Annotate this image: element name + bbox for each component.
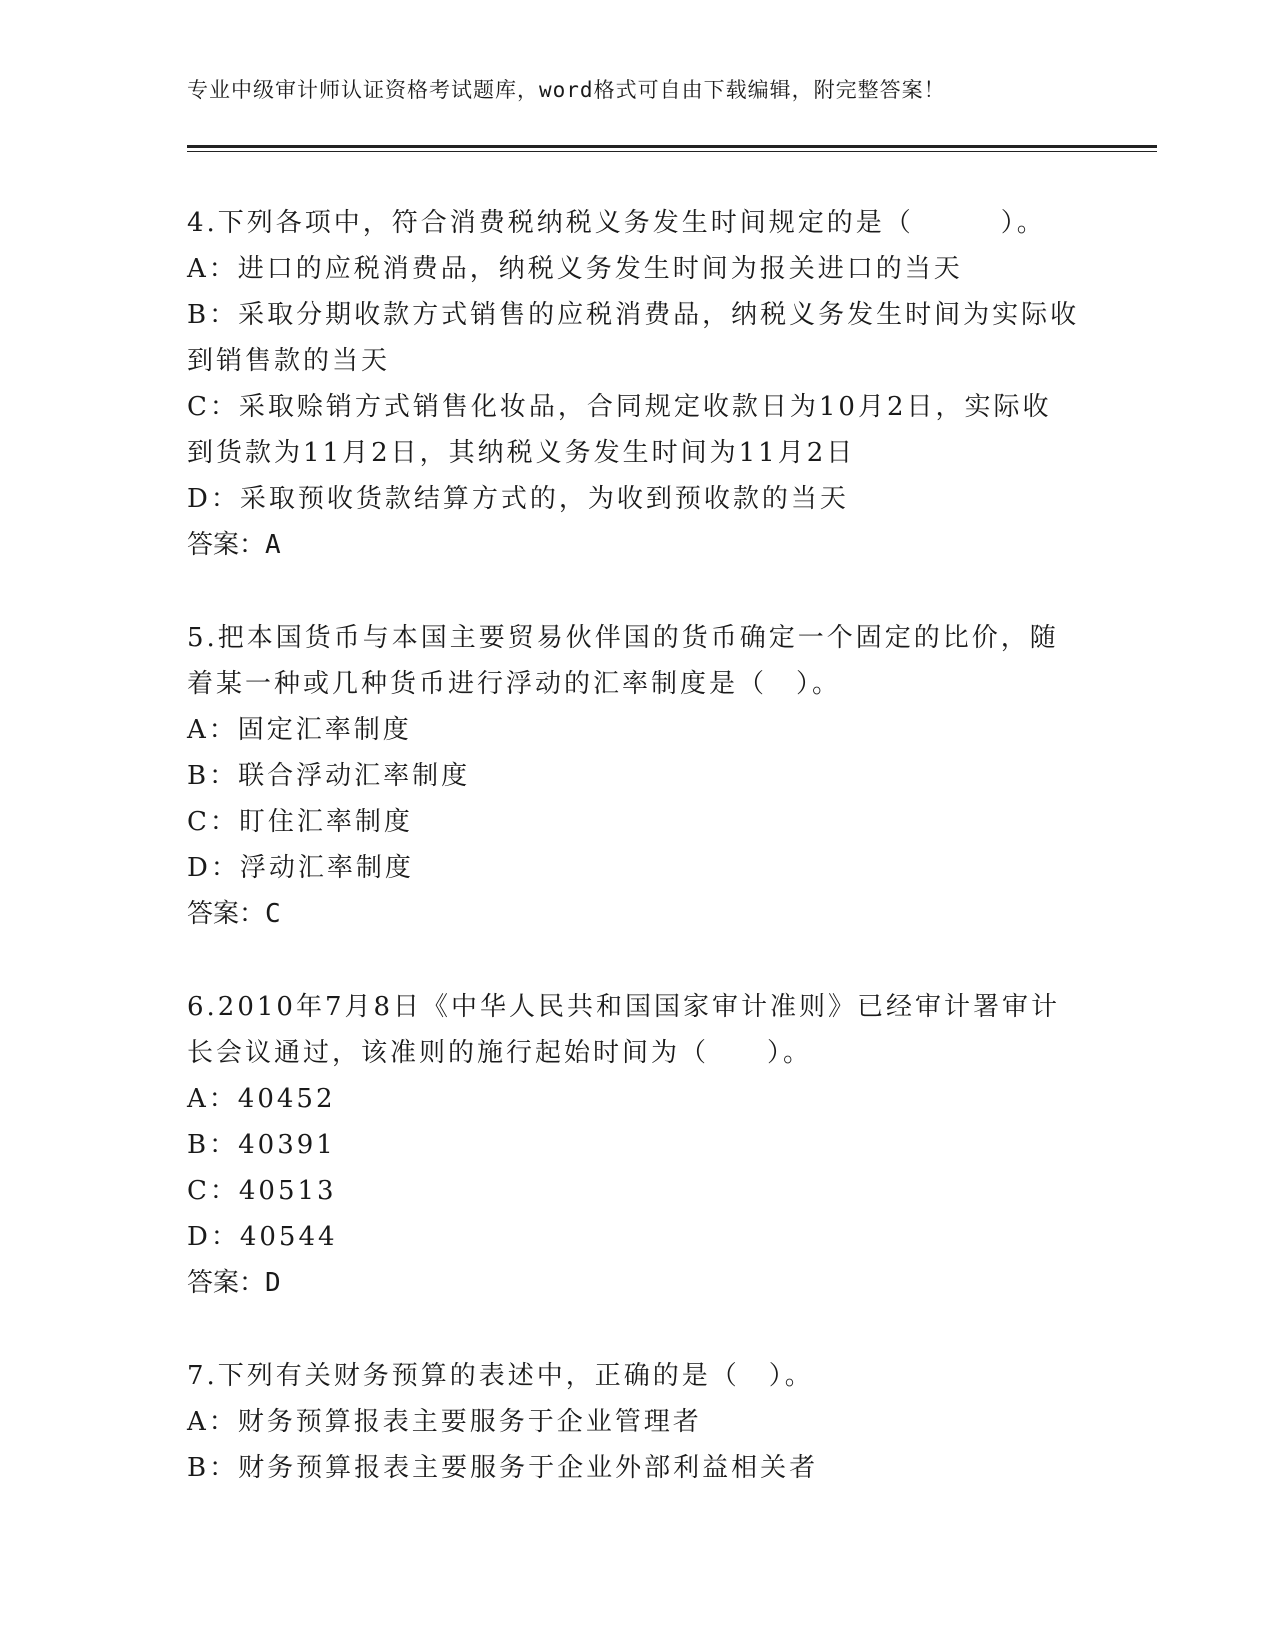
- option-c: C：采取赊销方式销售化妆品，合同规定收款日为10月2日，实际收: [187, 392, 1052, 422]
- option-d: D：浮动汇率制度: [187, 853, 414, 883]
- option-b-continued: 到销售款的当天: [187, 346, 391, 376]
- option-d: D：40544: [187, 1222, 338, 1252]
- option-b: B：联合浮动汇率制度: [187, 761, 471, 791]
- option-c-continued: 到货款为11月2日，其纳税义务发生时间为11月2日: [187, 438, 856, 468]
- answer-value: C: [265, 899, 281, 929]
- question-7: [187, 1353, 1087, 1491]
- answer-label: 答案：: [187, 530, 266, 560]
- answer-value: D: [265, 1268, 281, 1298]
- question-stem: 4.下列各项中，符合消费税纳税义务发生时间规定的是（ ）。: [187, 208, 1046, 238]
- page-header: 专业中级审计师认证资格考试题库，word格式可自由下载编辑，附完整答案！: [187, 78, 946, 102]
- header-divider-thin: [187, 151, 1157, 152]
- question-5: [187, 615, 1087, 937]
- answer-label: 答案：: [187, 899, 266, 929]
- answer-line: [187, 891, 1087, 937]
- option-b: B：采取分期收款方式销售的应税消费品，纳税义务发生时间为实际收: [187, 300, 1080, 330]
- option-b: B：财务预算报表主要服务于企业外部利益相关者: [187, 1453, 819, 1483]
- question-stem-continued: 长会议通过，该准则的施行起始时间为（ ）。: [187, 1038, 813, 1068]
- option-c: C：盯住汇率制度: [187, 807, 413, 837]
- header-divider-thick: [187, 145, 1157, 148]
- option-a: A：财务预算报表主要服务于企业管理者: [187, 1407, 702, 1437]
- answer-label: 答案：: [187, 1268, 266, 1298]
- question-stem: 6.2010年7月8日《中华人民共和国国家审计准则》已经审计署审计: [187, 992, 1061, 1022]
- question-stem: 5.把本国货币与本国主要贸易伙伴国的货币确定一个固定的比价，随: [187, 623, 1059, 653]
- option-c: C：40513: [187, 1176, 337, 1206]
- question-list: [187, 200, 1087, 1538]
- option-a: A：进口的应税消费品，纳税义务发生时间为报关进口的当天: [187, 254, 963, 284]
- option-a: A：40452: [187, 1084, 336, 1114]
- option-b: B：40391: [187, 1130, 336, 1160]
- answer-value: A: [265, 530, 281, 560]
- option-d: D：采取预收货款结算方式的，为收到预收款的当天: [187, 484, 849, 514]
- question-stem: 7.下列有关财务预算的表述中，正确的是（ ）。: [187, 1361, 814, 1391]
- question-6: [187, 984, 1087, 1306]
- option-a: A：固定汇率制度: [187, 715, 412, 745]
- question-4: [187, 200, 1087, 568]
- answer-line: [187, 1260, 1087, 1306]
- question-stem-continued: 着某一种或几种货币进行浮动的汇率制度是（ ）。: [187, 669, 842, 699]
- answer-line: [187, 522, 1087, 568]
